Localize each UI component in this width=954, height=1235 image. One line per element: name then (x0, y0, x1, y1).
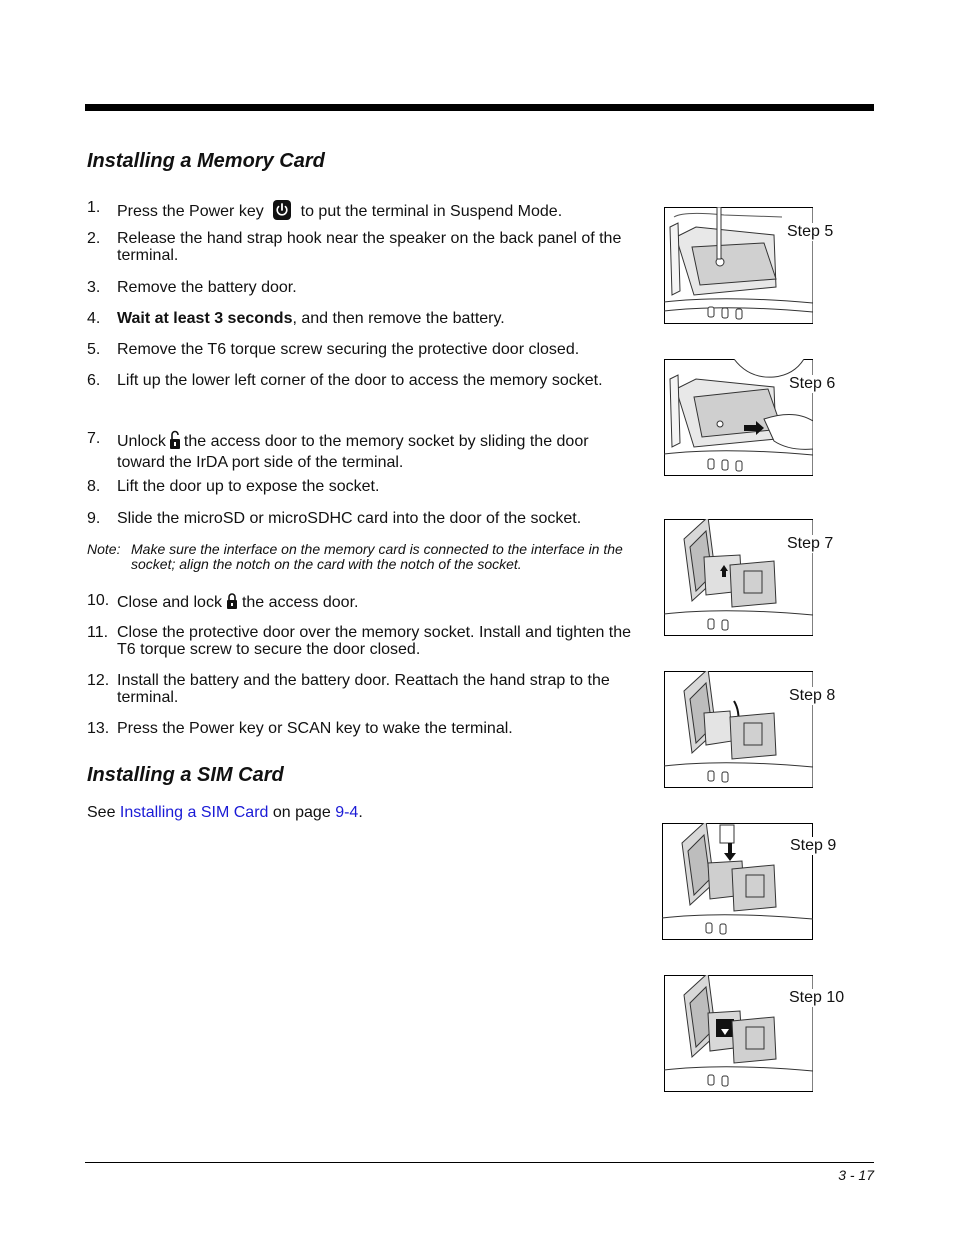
step-text: Close the protective door over the memory socket. Install and tighten the T6 torque screw to secure the door closed. (117, 624, 632, 658)
see-text: See (87, 804, 116, 821)
figure-label: Step 5 (787, 223, 834, 240)
step-7 (87, 430, 632, 471)
figure-step-7 (664, 519, 834, 636)
step-number: 2. (87, 230, 101, 247)
step-6 (87, 372, 632, 389)
step-number: 11. (87, 624, 109, 641)
step-text: Unlock (117, 433, 166, 451)
period: . (358, 804, 363, 821)
header-rule (85, 104, 874, 111)
step-text: Install the battery and the battery door. Reattach the hand strap to the terminal. (117, 672, 610, 706)
step-text-cont: to put the terminal in Suspend Mode. (300, 203, 563, 221)
step-text: Release the hand strap hook near the speaker on the back panel of the terminal. (117, 230, 622, 264)
step-2 (87, 230, 632, 264)
figure-label: Step 10 (789, 989, 845, 1006)
step-1 (87, 199, 632, 225)
page-link[interactable]: 9-4 (335, 804, 359, 821)
figure-label: Step 6 (789, 375, 836, 392)
page-number: 3 - 17 (838, 1167, 874, 1183)
figure-label: Step 9 (790, 837, 837, 854)
step-number: 10. (87, 592, 110, 609)
figure-step-8 (664, 671, 836, 788)
step-text-cont: the access door. (241, 594, 359, 612)
step-9 (87, 510, 632, 527)
step-3 (87, 279, 632, 296)
step-number: 1. (87, 199, 101, 216)
sim-reference (87, 804, 363, 822)
note (87, 542, 632, 572)
step-text: Slide the microSD or microSDHC card into the door of the socket. (117, 510, 582, 527)
unlock-icon (169, 430, 181, 454)
sim-card-link[interactable]: Installing a SIM Card (119, 804, 269, 821)
step-text: Close and lock (117, 594, 222, 612)
figure-step-9 (662, 823, 837, 940)
step-10 (87, 592, 632, 614)
step-number: 7. (87, 430, 101, 447)
step-8 (87, 478, 632, 495)
step-number: 6. (87, 372, 101, 389)
step-text: Lift the door up to expose the socket. (117, 478, 380, 495)
step-text: Remove the battery door. (117, 279, 297, 296)
step-number: 8. (87, 478, 101, 495)
figure-label: Step 7 (787, 535, 834, 552)
step-emphasis: Wait at least 3 seconds (117, 310, 293, 327)
step-number: 9. (87, 510, 101, 527)
step-number: 13. (87, 720, 110, 737)
figure-step-5 (664, 207, 834, 324)
footer-rule (85, 1162, 874, 1163)
lock-icon (226, 592, 238, 614)
section-heading-sim-card: Installing a SIM Card (87, 764, 284, 786)
step-11 (87, 624, 632, 658)
step-number: 3. (87, 279, 101, 296)
step-12 (87, 672, 632, 706)
figure-step-10 (664, 975, 845, 1092)
step-text: Lift up the lower left corner of the door to access the memory socket. (117, 372, 603, 389)
figure-label: Step 8 (789, 687, 836, 704)
step-text-cont: the access door to the memory socket by sliding the door toward the IrDA port side of the terminal. (117, 433, 589, 471)
power-key-icon (272, 199, 292, 225)
note-text: Make sure the interface on the memory card is connected to the interface in the socket; align the notch on the card with the notch of the socket. (131, 541, 623, 572)
step-text: Remove the T6 torque screw securing the protective door closed. (117, 341, 580, 358)
note-label: Note: (87, 541, 121, 557)
step-4 (87, 310, 632, 327)
step-text: Press the Power key or SCAN key to wake the terminal. (117, 720, 513, 737)
step-13 (87, 720, 632, 737)
step-text: , and then remove the battery. (292, 310, 505, 327)
step-number: 4. (87, 310, 101, 327)
step-number: 5. (87, 341, 101, 358)
section-heading-memory-card: Installing a Memory Card (87, 150, 325, 172)
on-page-text: on page (272, 804, 331, 821)
step-5 (87, 341, 632, 358)
step-number: 12. (87, 672, 110, 689)
figure-step-6 (664, 359, 836, 476)
step-text: Press the Power key (117, 203, 264, 221)
